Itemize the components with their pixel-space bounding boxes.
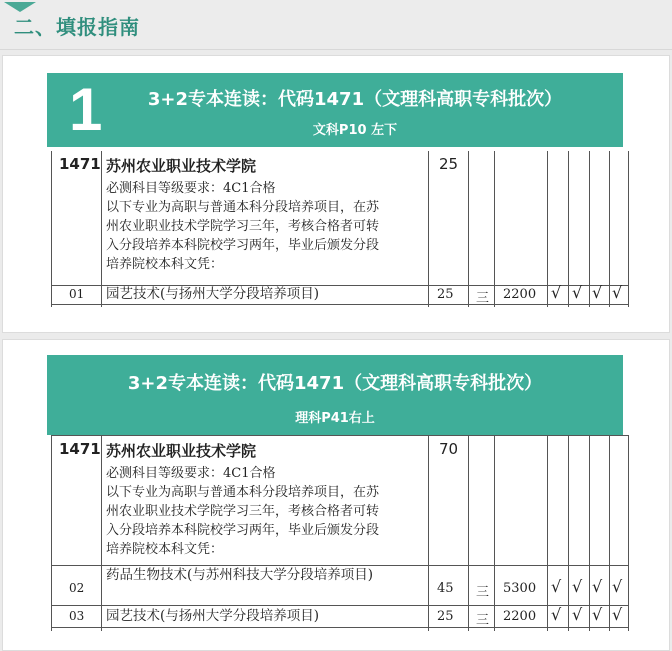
check-mark: √ xyxy=(592,605,603,624)
check-mark: √ xyxy=(612,605,623,624)
check-mark: √ xyxy=(612,283,623,302)
major-count: 45 xyxy=(437,581,454,596)
batch-title: 3+2专本连读：代码1471（文理科高职专科批次） xyxy=(147,89,563,110)
major-fee: 2200 xyxy=(503,609,537,624)
requirement-line: 以下专业为高职与普通本科分段培养项目，在苏 xyxy=(106,485,380,500)
check-mark: √ xyxy=(592,283,603,302)
requirement-line: 培养院校本科文凭： xyxy=(106,542,224,557)
batch-title: 3+2专本连读：代码1471（文理科高职专科批次） xyxy=(127,373,543,394)
requirement-line: 入分段培养本科院校学习两年，毕业后颁发分段 xyxy=(106,523,380,538)
check-mark: √ xyxy=(572,283,583,302)
major-count: 25 xyxy=(437,287,454,302)
school-name: 苏州农业职业技术学院 xyxy=(106,442,257,460)
page-reference: 文科P10 左下 xyxy=(312,123,398,138)
school-count: 25 xyxy=(439,155,459,173)
requirement-line: 必测科目等级要求：4C1合格 xyxy=(106,181,276,196)
major-length: 三 xyxy=(476,613,490,628)
section-number: 1 xyxy=(69,76,103,143)
school-code: 1471 xyxy=(59,440,101,458)
major-name: 药品生物技术(与苏州科技大学分段培养项目) xyxy=(106,567,374,583)
guide-card-science xyxy=(2,339,670,651)
check-mark: √ xyxy=(572,605,583,624)
requirement-line: 州农业职业技术学院学习三年，考核合格者可转 xyxy=(106,504,380,519)
section-header xyxy=(0,0,672,50)
guide-card-arts xyxy=(2,55,670,333)
section-title: 二、填报指南 xyxy=(14,15,140,39)
major-code: 03 xyxy=(69,609,85,623)
school-name: 苏州农业职业技术学院 xyxy=(106,157,257,175)
enrollment-table xyxy=(51,435,629,631)
requirement-line: 必测科目等级要求：4C1合格 xyxy=(106,466,276,481)
major-length: 三 xyxy=(476,585,490,600)
major-length: 三 xyxy=(476,291,490,306)
check-mark: √ xyxy=(551,577,562,596)
major-count: 25 xyxy=(437,609,454,624)
major-code: 02 xyxy=(69,581,85,595)
major-code: 01 xyxy=(69,287,85,301)
check-mark: √ xyxy=(551,605,562,624)
major-fee: 2200 xyxy=(503,287,537,302)
page-reference: 理科P41右上 xyxy=(295,411,375,426)
requirement-line: 以下专业为高职与普通本科分段培养项目，在苏 xyxy=(106,200,380,215)
major-name: 园艺技术(与扬州大学分段培养项目) xyxy=(106,286,320,302)
school-code: 1471 xyxy=(59,155,101,173)
enrollment-table xyxy=(51,151,629,307)
major-fee: 5300 xyxy=(503,581,537,596)
school-count: 70 xyxy=(439,440,459,458)
major-name: 园艺技术(与扬州大学分段培养项目) xyxy=(106,608,320,624)
check-mark: √ xyxy=(592,577,603,596)
check-mark: √ xyxy=(551,283,562,302)
check-mark: √ xyxy=(572,577,583,596)
check-mark: √ xyxy=(612,577,623,596)
requirement-line: 培养院校本科文凭： xyxy=(106,257,224,272)
requirement-line: 入分段培养本科院校学习两年，毕业后颁发分段 xyxy=(106,238,380,253)
batch-banner xyxy=(47,355,623,435)
requirement-line: 州农业职业技术学院学习三年，考核合格者可转 xyxy=(106,219,380,234)
batch-banner xyxy=(47,73,623,147)
